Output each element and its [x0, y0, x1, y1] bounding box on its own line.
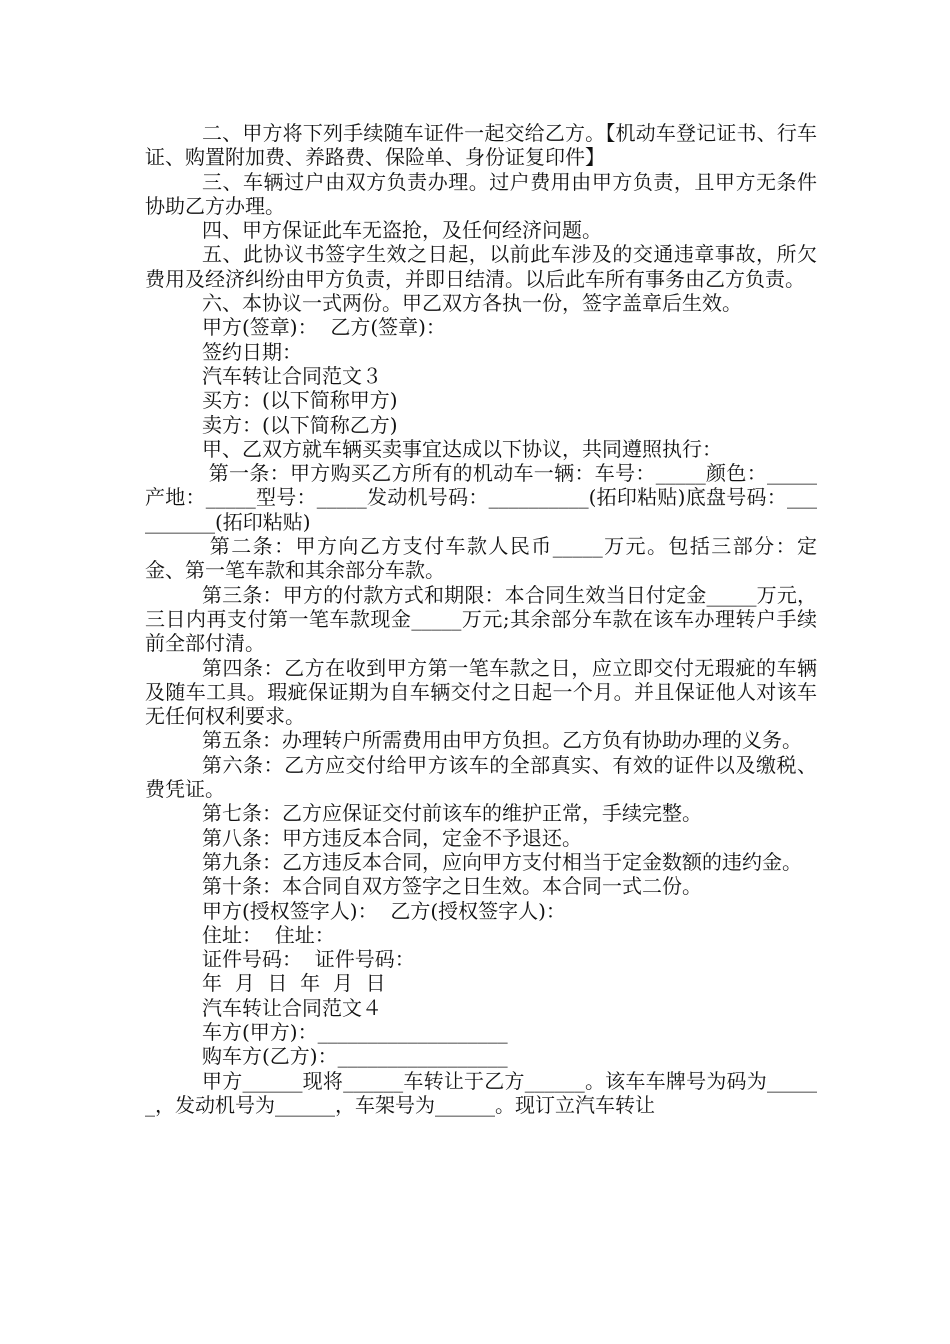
paragraph-copies: 六、本协议一式两份。甲乙双方各执一份，签字盖章后生效。: [202, 291, 742, 316]
section-title-sample-4: 汽车转让合同范文４: [202, 995, 382, 1020]
paragraph-transfer-fees: 三、车辆过户由双方负责办理。过户费用由甲方负责，且甲方无条件协助乙方办理。: [145, 169, 817, 218]
article-1: 第一条：甲方购买乙方所有的机动车一辆：车号：_____颜色：_____产地：_____型号：_____发动机号码：__________(拓印粘贴)底盘号码：__________(拓印粘贴): [145, 461, 818, 534]
transfer-statement: 甲方______现将______车转让于乙方______。该车车牌号为码为______，发动机号为______，车架号为______。现订立汽车转让: [145, 1068, 817, 1117]
article-5: 第五条：办理转户所需费用由甲方负担。乙方负有协助办理的义务。: [202, 728, 802, 753]
article-3: 第三条：甲方的付款方式和期限：本合同生效当日付定金_____万元，三日内再支付第一笔车款现金_____万元;其余部分车款在该车办理转户手续前全部付清。: [145, 582, 817, 656]
paragraph-handover-documents: 二、甲方将下列手续随车证件一起交给乙方。【机动车登记证书、行车证、购置附加费、养路费、保险单、身份证复印件】: [145, 121, 817, 170]
section-title-sample-3: 汽车转让合同范文３: [202, 363, 382, 388]
article-9: 第九条：乙方违反本合同，应向甲方支付相当于定金数额的违约金。: [202, 849, 802, 874]
authorized-signatures: 甲方(授权签字人)： 乙方(授权签字人)：: [202, 898, 566, 923]
date-line: 年 月 日 年 月 日: [202, 971, 386, 996]
seller-party-line: 车方(甲方)：___________________: [202, 1019, 508, 1044]
id-number-line: 证件号码： 证件号码：: [202, 947, 415, 972]
paragraph-no-theft: 四、甲方保证此车无盗抢，及任何经济问题。: [202, 218, 602, 243]
article-6: 第六条：乙方应交付给甲方该车的全部真实、有效的证件以及缴税、费凭证。: [145, 752, 817, 802]
seller-line: 卖方：(以下简称乙方): [202, 412, 398, 437]
buyer-line: 买方：(以下简称甲方): [202, 388, 398, 413]
contract-text: [145, 121, 817, 1117]
paragraph-liability: 五、此协议书签字生效之日起，以前此车涉及的交通违章事故，所欠费用及经济纠纷由甲方负责，并即日结清。以后此车所有事务由乙方负责。: [145, 242, 817, 291]
buyer-party-line: 购车方(乙方)：_________________: [202, 1044, 508, 1069]
article-4: 第四条：乙方在收到甲方第一笔车款之日，应立即交付无瑕疵的车辆及随车工具。瑕疵保证期为自车辆交付之日起一个月。并且保证他人对该车无任何权利要求。: [145, 655, 817, 729]
signing-date: 签约日期：: [202, 339, 302, 364]
article-7: 第七条：乙方应保证交付前该车的维护正常，手续完整。: [202, 801, 702, 826]
article-10: 第十条：本合同自双方签字之日生效。本合同一式二份。: [202, 874, 702, 899]
signature-line: 甲方(签章)： 乙方(签章)：: [202, 315, 446, 340]
agreement-intro: 甲、乙双方就车辆买卖事宜达成以下协议，共同遵照执行：: [202, 436, 722, 461]
article-2: 第二条：甲方向乙方支付车款人民币_____万元。包括三部分：定金、第一笔车款和其余部分车款。: [145, 534, 818, 583]
address-line: 住址： 住址：: [202, 922, 335, 947]
article-8: 第八条：甲方违反本合同，定金不予退还。: [202, 825, 582, 850]
